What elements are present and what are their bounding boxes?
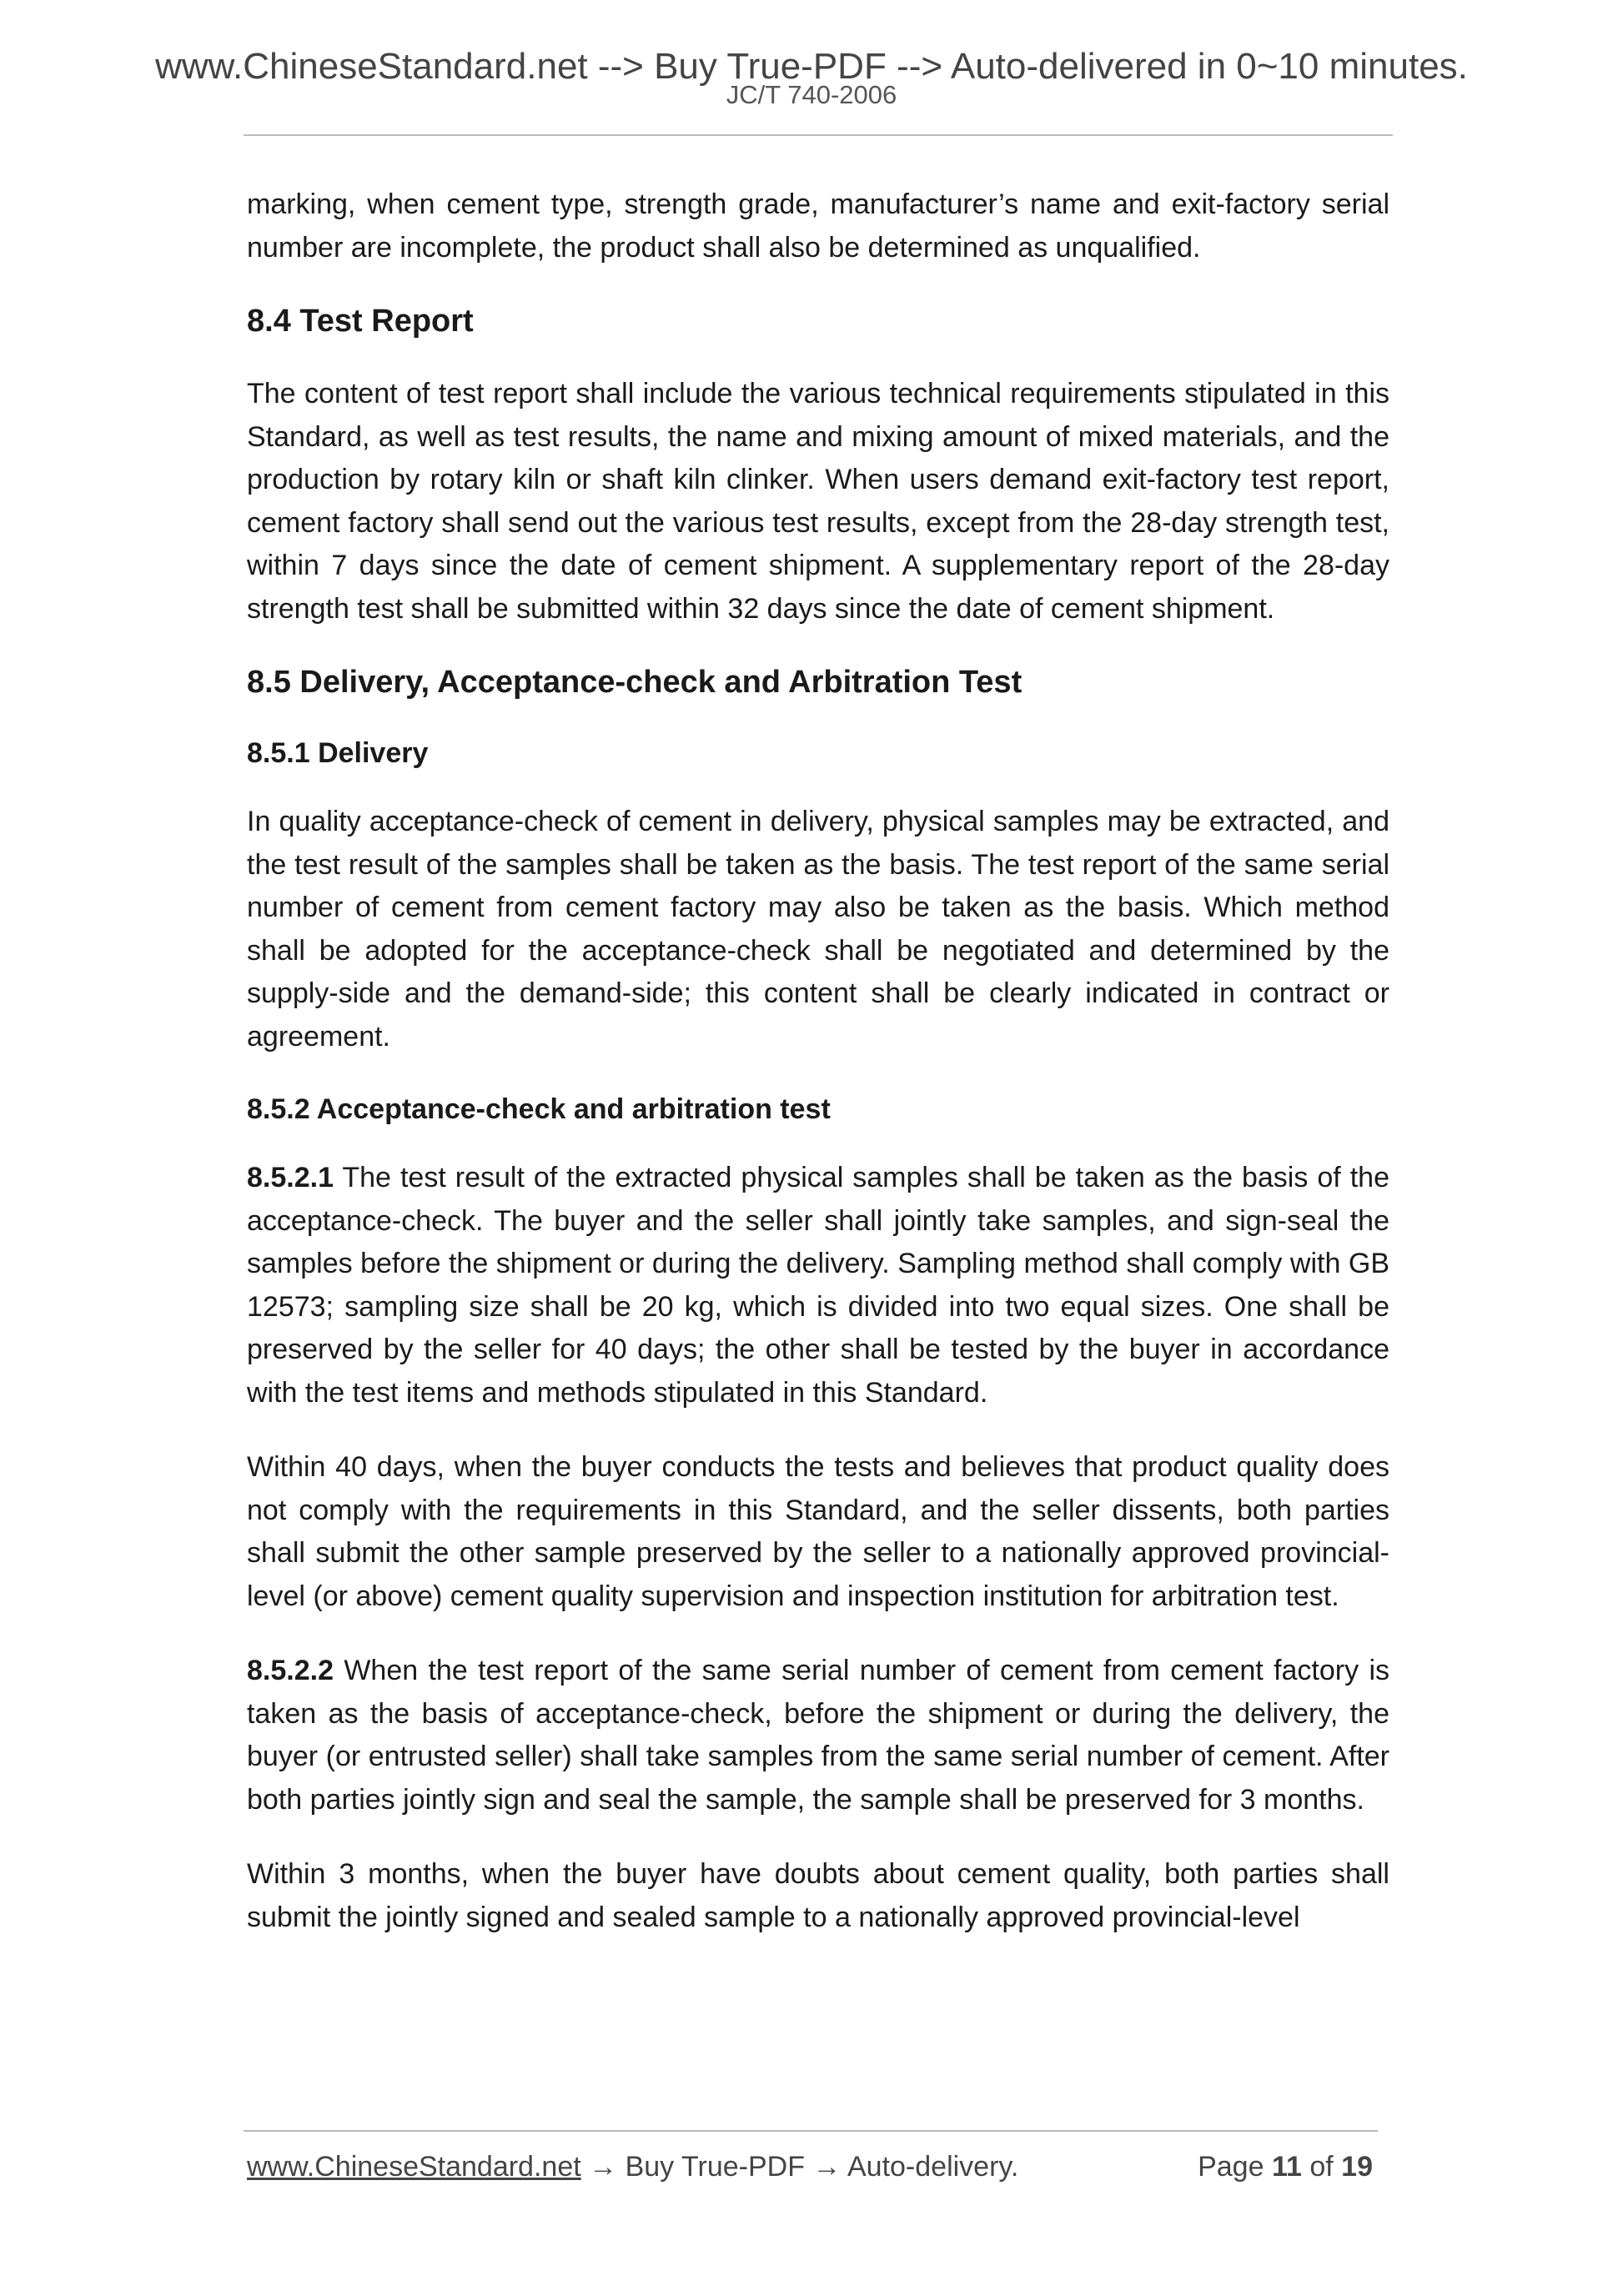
paragraph-continuation: marking, when cement type, strength grade, manufacturer’s name and exit-factory serial number are incomplete, the product shall also be determined as unqualified. [247,188,1389,264]
footer-promo [247,2146,1018,2188]
subsection-heading-8-5-2: 8.5.2 Acceptance-check and arbitration test [247,1093,831,1125]
document-code: JC/T 740-2006 [726,80,897,109]
clause-text-8-5-2-1: The test result of the extracted physical samples shall be taken as the basis of the acceptance-check. The buyer and the seller shall jointly take samples, and sign-seal the samples before the shipment or during the delivery. Sampling method shall comply with GB 12573; sampling size shall be 20 kg, which is divided into two equal sizes. One shall be preserved by the seller for 40 days; the other shall be tested by the buyer in accordance with the test items and methods stipulated in this Standard. [247,1162,1389,1409]
header-divider [244,134,1393,136]
clause-number-8-5-2-2: 8.5.2.2 [247,1655,334,1686]
page-indicator [1198,2146,1373,2188]
paragraph-arbitration-3-months: Within 3 months, when the buyer have doubts about cement quality, both parties shall submit the jointly signed and sealed sample to a nationally approved provincial-level [247,1858,1389,1933]
footer-site-link[interactable]: www.ChineseStandard.net [247,2151,581,2183]
page-footer [247,2146,1381,2188]
footer-divider [244,2130,1378,2132]
clause-text-8-5-2-2: When the test report of the same serial number of cement from cement factory is taken as the basis of acceptance-check, before the shipment or during the delivery, the buyer (or entrusted seller) shall take samples from the same serial number of cement. After both parties jointly sign and seal the sample, the sample shall be preserved for 3 months. [247,1655,1389,1816]
clause-number-8-5-2-1: 8.5.2.1 [247,1162,334,1193]
site-banner: www.ChineseStandard.net --> Buy True-PDF --> Auto-delivered in 0~10 minutes. [155,46,1468,87]
paragraph-clause-8-5-2-2 [247,1650,1389,1821]
footer-promo-text: → Buy True-PDF → Auto-delivery. [580,2151,1019,2183]
section-heading-8-5: 8.5 Delivery, Acceptance-check and Arbitration Test [247,665,1023,700]
subsection-heading-8-5-1: 8.5.1 Delivery [247,737,429,769]
page-number: 11 [1271,2151,1302,2183]
page-label: Page [1198,2151,1264,2183]
of-label: of [1309,2151,1334,2183]
paragraph-clause-8-5-2-1 [247,1157,1389,1414]
paragraph-arbitration-40-days: Within 40 days, when the buyer conducts the tests and believes that product quality does not comply with the requirements in this Standard, and the seller dissents, both parties shall submit the other sample preserved by the seller to a nationally approved provincial-level (or above) cement quality supervision and inspection institution for arbitration test. [247,1451,1389,1612]
section-heading-8-4: 8.4 Test Report [247,304,474,339]
page-content [247,183,1389,1971]
paragraph-test-report: The content of test report shall include the various technical requirements stipulated in this Standard, as well as test results, the name and mixing amount of mixed materials, and the production by rotary kiln or shaft kiln clinker. When users demand exit-factory test report, cement factory shall send out the various test results, except from the 28-day strength test, within 7 days since the date of cement shipment. A supplementary report of the 28-day strength test shall be submitted within 32 days since the date of cement shipment. [247,378,1389,625]
paragraph-delivery: In quality acceptance-check of cement in delivery, physical samples may be extracted, and the test result of the samples shall be taken as the basis. The test report of the same serial number of cement from cement factory may also be taken as the basis. Which method shall be adopted for the acceptance-check shall be negotiated and determined by the supply-side and the demand-side; this content shall be clearly indicated in contract or agreement. [247,806,1389,1053]
page-total: 19 [1341,2151,1373,2183]
